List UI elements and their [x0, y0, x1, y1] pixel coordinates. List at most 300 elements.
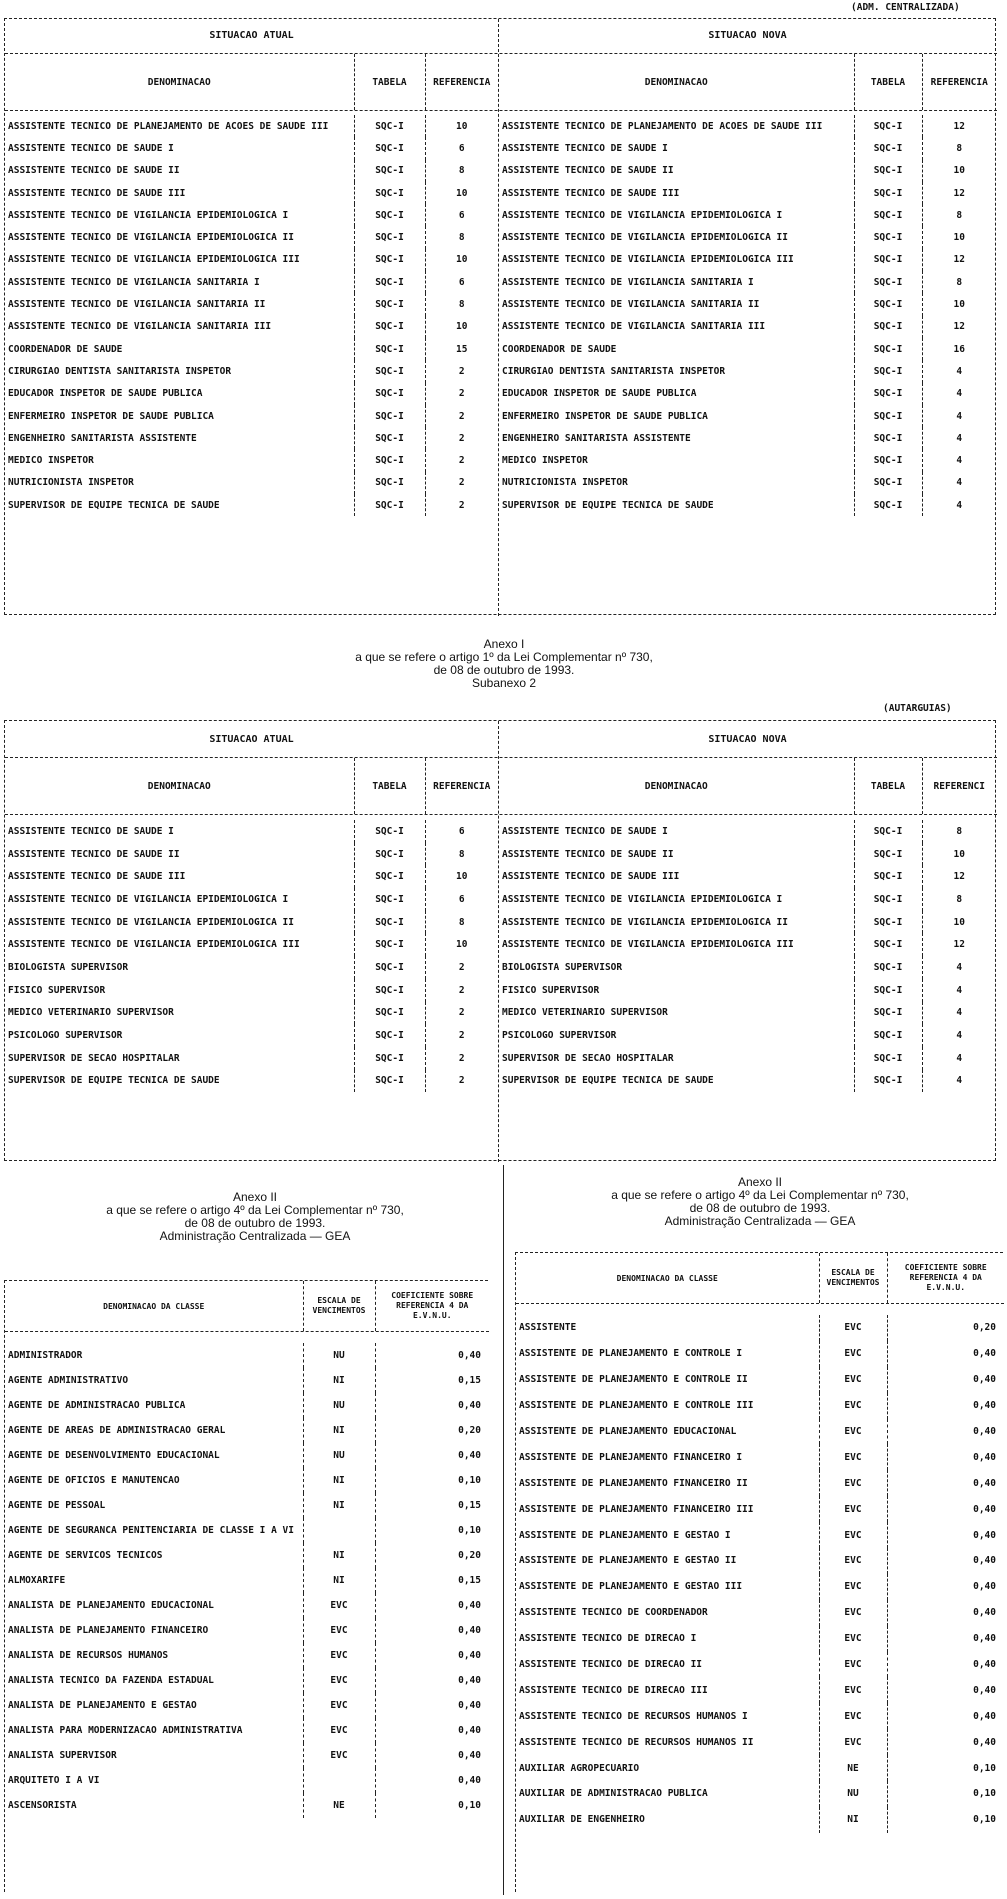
- tabela-cell: SQC-I: [854, 888, 922, 911]
- tabela-cell: SQC-I: [854, 249, 922, 271]
- valor-cell: 12: [953, 120, 965, 132]
- valor-cell: 0,10: [973, 1814, 996, 1826]
- table-row: [499, 226, 996, 248]
- tabela-cell: SQC-I: [854, 933, 922, 956]
- denominacao-cell: MEDICO INSPETOR: [499, 449, 854, 471]
- denominacao-cell: ASSISTENTE TECNICO DE COORDENADOR: [516, 1600, 819, 1626]
- header-tabela: TABELA: [854, 54, 922, 110]
- denominacao-cell: ASSISTENTE TECNICO DE DIRECAO III: [516, 1677, 819, 1703]
- header-referencia: REFERENCIA: [433, 76, 491, 88]
- table-row: [5, 1493, 489, 1518]
- tabela-cell: SQC-I: [854, 226, 922, 248]
- tabela-cell: SQC-I: [354, 204, 425, 226]
- table-row: [499, 820, 996, 843]
- column-divider: [503, 1165, 504, 1895]
- valor-cell: 8: [458, 848, 465, 860]
- table-row: [499, 249, 996, 271]
- tabela-cell: [303, 1768, 375, 1793]
- table-row: [516, 1341, 1004, 1367]
- table-row: [516, 1755, 1004, 1781]
- right-header: [499, 758, 996, 814]
- denominacao-cell: ASSISTENTE TECNICO DE PLANEJAMENTO DE ACOES DE SAUDE III: [499, 115, 854, 137]
- table-row: [5, 1518, 489, 1543]
- denominacao-cell: ASSISTENTE TECNICO DE VIGILANCIA EPIDEMIOLOGICA I: [499, 204, 854, 226]
- tabela-cell: EVC: [819, 1729, 887, 1755]
- valor-cell: 12: [953, 939, 965, 951]
- left-body: [5, 820, 498, 1092]
- caption-line: a que se refere o artigo 4º da Lei Complementar nº 730,: [106, 1203, 404, 1217]
- tabela-cell: SQC-I: [854, 405, 922, 427]
- denominacao-cell: SUPERVISOR DE EQUIPE TECNICA DE SAUDE: [5, 1070, 354, 1093]
- valor-cell: 0,40: [973, 1529, 996, 1541]
- valor-cell: 4: [956, 365, 963, 377]
- tabela-cell: EVC: [819, 1315, 887, 1341]
- denominacao-cell: ASSISTENTE DE PLANEJAMENTO E GESTAO I: [516, 1522, 819, 1548]
- valor-cell: 2: [458, 410, 465, 422]
- tabela-cell: SQC-I: [354, 115, 425, 137]
- tabela-cell: SQC-I: [854, 1070, 922, 1093]
- valor-cell: 4: [956, 388, 963, 400]
- table-row: [516, 1677, 1004, 1703]
- valor-cell: 8: [956, 142, 963, 154]
- table-row: [5, 1618, 489, 1643]
- tabela-cell: SQC-I: [854, 956, 922, 979]
- valor-cell: 15: [456, 343, 468, 355]
- denominacao-cell: ASCENSORISTA: [5, 1793, 303, 1818]
- denominacao-cell: BIOLOGISTA SUPERVISOR: [499, 956, 854, 979]
- valor-cell: 0,40: [973, 1684, 996, 1696]
- body: [5, 1343, 489, 1818]
- table-row: [5, 226, 498, 248]
- valor-cell: 0,40: [973, 1633, 996, 1645]
- table-row: [5, 820, 498, 843]
- header-referencia: REFERENCI: [933, 780, 985, 792]
- table-row: [516, 1496, 1004, 1522]
- denominacao-cell: AGENTE DE DESENVOLVIMENTO EDUCACIONAL: [5, 1443, 303, 1468]
- table-row: [516, 1548, 1004, 1574]
- denominacao-cell: ASSISTENTE TECNICO DE SAUDE I: [5, 137, 354, 159]
- tabela-cell: SQC-I: [354, 865, 425, 888]
- tabela-cell: SQC-I: [354, 956, 425, 979]
- tabela-cell: EVC: [819, 1470, 887, 1496]
- table-row: [499, 360, 996, 382]
- table-row: [5, 1047, 498, 1070]
- table-autarquias: [4, 720, 996, 1161]
- tabela-cell: NI: [819, 1807, 887, 1833]
- table-row: [5, 1568, 489, 1593]
- valor-cell: 2: [458, 365, 465, 377]
- denominacao-cell: ENGENHEIRO SANITARISTA ASSISTENTE: [499, 427, 854, 449]
- valor-cell: 6: [458, 142, 465, 154]
- caption-line: Anexo I: [483, 637, 525, 651]
- table-row: [5, 1468, 489, 1493]
- tabela-cell: EVC: [303, 1668, 375, 1693]
- table-row: [516, 1522, 1004, 1548]
- valor-cell: 2: [458, 477, 465, 489]
- tabela-cell: SQC-I: [854, 1024, 922, 1047]
- tabela-cell: NI: [303, 1493, 375, 1518]
- table-row: [5, 1643, 489, 1668]
- tabela-cell: SQC-I: [354, 226, 425, 248]
- left-header: [5, 54, 498, 110]
- denominacao-cell: ANALISTA DE PLANEJAMENTO EDUCACIONAL: [5, 1593, 303, 1618]
- table-row: [499, 865, 996, 888]
- caption-line: Administração Centralizada — GEA: [664, 1214, 856, 1228]
- valor-cell: 4: [956, 455, 963, 467]
- tabela-cell: EVC: [819, 1444, 887, 1470]
- tabela-cell: EVC: [303, 1718, 375, 1743]
- valor-cell: 0,40: [973, 1426, 996, 1437]
- table-row: [5, 204, 498, 226]
- tabela-cell: [303, 1518, 375, 1543]
- denominacao-cell: ASSISTENTE TECNICO DE VIGILANCIA SANITARIA II: [499, 293, 854, 315]
- denominacao-cell: ASSISTENTE TECNICO DE VIGILANCIA SANITARIA I: [499, 271, 854, 293]
- valor-cell: 2: [458, 1030, 465, 1042]
- denominacao-cell: AGENTE DE SERVICOS TECNICOS: [5, 1543, 303, 1568]
- tabela-cell: EVC: [303, 1693, 375, 1718]
- denominacao-cell: AUXILIAR DE ADMINISTRACAO PUBLICA: [516, 1781, 819, 1807]
- tabela-cell: NI: [303, 1468, 375, 1493]
- tabela-cell: EVC: [819, 1703, 887, 1729]
- tabela-cell: SQC-I: [354, 843, 425, 866]
- table-row: [516, 1807, 1004, 1833]
- valor-cell: 2: [458, 499, 465, 511]
- header-tabela: TABELA: [354, 54, 425, 110]
- tabela-cell: NE: [819, 1755, 887, 1781]
- valor-cell: 8: [458, 916, 465, 928]
- valor-cell: 0,40: [973, 1477, 996, 1489]
- table-row: [5, 338, 498, 360]
- table-row: [499, 271, 996, 293]
- denominacao-cell: ASSISTENTE DE PLANEJAMENTO E GESTAO II: [516, 1548, 819, 1574]
- denominacao-cell: ASSISTENTE TECNICO DE VIGILANCIA SANITARIA III: [5, 316, 354, 338]
- valor-cell: 0,20: [458, 1425, 481, 1436]
- table-row: [5, 1393, 489, 1418]
- table-row: [499, 1047, 996, 1070]
- table-row: [5, 979, 498, 1002]
- left-body: [5, 115, 498, 516]
- denominacao-cell: ANALISTA TECNICO DA FAZENDA ESTADUAL: [5, 1668, 303, 1693]
- denominacao-cell: ASSISTENTE DE PLANEJAMENTO E CONTROLE II: [516, 1367, 819, 1393]
- denominacao-cell: AGENTE DE ADMINISTRACAO PUBLICA: [5, 1393, 303, 1418]
- table-row: [5, 182, 498, 204]
- denominacao-cell: ADMINISTRADOR: [5, 1343, 303, 1368]
- valor-cell: 10: [953, 232, 965, 244]
- denominacao-cell: ASSISTENTE TECNICO DE DIRECAO II: [516, 1652, 819, 1678]
- caption-line: Anexo II: [232, 1190, 278, 1204]
- header-denominacao: DENOMINACAO: [499, 758, 854, 814]
- valor-cell: 0,40: [458, 1600, 481, 1611]
- valor-cell: 0,40: [973, 1659, 996, 1671]
- tabela-cell: SQC-I: [854, 449, 922, 471]
- denominacao-cell: ANALISTA PARA MODERNIZACAO ADMINISTRATIVA: [5, 1718, 303, 1743]
- denominacao-cell: PSICOLOGO SUPERVISOR: [499, 1024, 854, 1047]
- table-row: [5, 160, 498, 182]
- table-row: [5, 1718, 489, 1743]
- valor-cell: 10: [456, 321, 468, 333]
- header-tabela: TABELA: [854, 758, 922, 814]
- tabela-cell: SQC-I: [354, 427, 425, 449]
- tabela-cell: SQC-I: [354, 293, 425, 315]
- table-row: [516, 1729, 1004, 1755]
- table-row: [5, 1693, 489, 1718]
- table-row: [499, 979, 996, 1002]
- denominacao-cell: ASSISTENTE TECNICO DE VIGILANCIA EPIDEMIOLOGICA I: [499, 888, 854, 911]
- tabela-cell: SQC-I: [354, 405, 425, 427]
- denominacao-cell: FISICO SUPERVISOR: [499, 979, 854, 1002]
- denominacao-cell: ASSISTENTE TECNICO DE PLANEJAMENTO DE ACOES DE SAUDE III: [5, 115, 354, 137]
- valor-cell: 10: [456, 939, 468, 951]
- denominacao-cell: ASSISTENTE DE PLANEJAMENTO E GESTAO III: [516, 1574, 819, 1600]
- tabela-cell: SQC-I: [854, 1047, 922, 1070]
- valor-cell: 8: [956, 893, 963, 905]
- denominacao-cell: ASSISTENTE TECNICO DE VIGILANCIA EPIDEMIOLOGICA III: [499, 933, 854, 956]
- denominacao-cell: MEDICO INSPETOR: [5, 449, 354, 471]
- valor-cell: 0,15: [458, 1500, 481, 1511]
- table-row: [5, 1368, 489, 1393]
- tabela-cell: SQC-I: [354, 1070, 425, 1093]
- table-row: [5, 249, 498, 271]
- tabela-cell: EVC: [819, 1548, 887, 1574]
- tabela-cell: EVC: [819, 1652, 887, 1678]
- denominacao-cell: AUXILIAR DE ENGENHEIRO: [516, 1807, 819, 1833]
- denominacao-cell: ARQUITETO I A VI: [5, 1768, 303, 1793]
- left-header: [5, 758, 498, 814]
- table-row: [499, 160, 996, 182]
- tabela-cell: SQC-I: [854, 182, 922, 204]
- denominacao-cell: AGENTE DE AREAS DE ADMINISTRACAO GERAL: [5, 1418, 303, 1443]
- caption-line: Anexo II: [737, 1175, 783, 1189]
- denominacao-cell: NUTRICIONISTA INSPETOR: [499, 472, 854, 494]
- tabela-cell: EVC: [303, 1743, 375, 1768]
- tabela-cell: EVC: [819, 1626, 887, 1652]
- valor-cell: 0,40: [458, 1450, 481, 1461]
- valor-cell: 0,40: [458, 1725, 481, 1736]
- table-row: [516, 1652, 1004, 1678]
- denominacao-cell: ASSISTENTE DE PLANEJAMENTO FINANCEIRO I: [516, 1444, 819, 1470]
- denominacao-cell: ASSISTENTE TECNICO DE VIGILANCIA EPIDEMIOLOGICA II: [499, 226, 854, 248]
- table-row: [5, 933, 498, 956]
- denominacao-cell: SUPERVISOR DE SECAO HOSPITALAR: [5, 1047, 354, 1070]
- valor-cell: 2: [458, 432, 465, 444]
- table-row: [499, 888, 996, 911]
- denominacao-cell: ASSISTENTE TECNICO DE VIGILANCIA SANITARIA III: [499, 316, 854, 338]
- denominacao-cell: AUXILIAR AGROPECUARIO: [516, 1755, 819, 1781]
- table-row: [499, 338, 996, 360]
- denominacao-cell: COORDENADOR DE SAUDE: [499, 338, 854, 360]
- valor-cell: 0,40: [458, 1400, 481, 1411]
- denominacao-cell: ASSISTENTE DE PLANEJAMENTO E CONTROLE I: [516, 1341, 819, 1367]
- table-row: [5, 1768, 489, 1793]
- tabela-cell: SQC-I: [854, 204, 922, 226]
- caption-line: de 08 de outubro de 1993.: [184, 1216, 326, 1230]
- valor-cell: 2: [458, 455, 465, 467]
- table-row: [516, 1574, 1004, 1600]
- table-row: [5, 1418, 489, 1443]
- tabela-cell: EVC: [819, 1367, 887, 1393]
- tabela-cell: NI: [303, 1418, 375, 1443]
- denominacao-cell: ASSISTENTE DE PLANEJAMENTO FINANCEIRO II: [516, 1470, 819, 1496]
- denominacao-cell: EDUCADOR INSPETOR DE SAUDE PUBLICA: [499, 383, 854, 405]
- tabela-cell: EVC: [819, 1393, 887, 1419]
- denominacao-cell: ENFERMEIRO INSPETOR DE SAUDE PUBLICA: [499, 405, 854, 427]
- valor-cell: 12: [953, 321, 965, 333]
- denominacao-cell: EDUCADOR INSPETOR DE SAUDE PUBLICA: [5, 383, 354, 405]
- denominacao-cell: ASSISTENTE TECNICO DE VIGILANCIA EPIDEMIOLOGICA III: [499, 249, 854, 271]
- tabela-cell: SQC-I: [854, 427, 922, 449]
- valor-cell: 0,40: [458, 1350, 481, 1361]
- valor-cell: 0,10: [973, 1762, 996, 1774]
- table-classes-right: [515, 1252, 1003, 1892]
- denominacao-cell: SUPERVISOR DE SECAO HOSPITALAR: [499, 1047, 854, 1070]
- table-row: [516, 1703, 1004, 1729]
- valor-cell: 0,40: [973, 1348, 996, 1360]
- denominacao-cell: ASSISTENTE TECNICO DE SAUDE I: [5, 820, 354, 843]
- tabela-cell: EVC: [819, 1522, 887, 1548]
- tabela-cell: SQC-I: [354, 820, 425, 843]
- table-row: [5, 293, 498, 315]
- denominacao-cell: ASSISTENTE TECNICO DE SAUDE II: [499, 843, 854, 866]
- valor-cell: 10: [953, 299, 965, 311]
- table-row: [5, 911, 498, 934]
- table-row: [5, 865, 498, 888]
- valor-cell: 8: [956, 209, 963, 221]
- right-title: SITUACAO NOVA: [708, 734, 787, 745]
- table-row: [499, 293, 996, 315]
- tabela-cell: SQC-I: [354, 1047, 425, 1070]
- denominacao-cell: CIRURGIAO DENTISTA SANITARISTA INSPETOR: [499, 360, 854, 382]
- denominacao-cell: ASSISTENTE DE PLANEJAMENTO E CONTROLE III: [516, 1393, 819, 1419]
- table-row: [516, 1315, 1004, 1341]
- caption-line: a que se refere o artigo 4º da Lei Complementar nº 730,: [611, 1188, 909, 1202]
- tabela-cell: SQC-I: [354, 271, 425, 293]
- tabela-cell: SQC-I: [354, 316, 425, 338]
- denominacao-cell: ASSISTENTE TECNICO DE SAUDE II: [5, 160, 354, 182]
- table-row: [5, 843, 498, 866]
- denominacao-cell: ASSISTENTE TECNICO DE VIGILANCIA EPIDEMIOLOGICA II: [499, 911, 854, 934]
- valor-cell: 2: [458, 1075, 465, 1087]
- denominacao-cell: AGENTE DE OFICIOS E MANUTENCAO: [5, 1468, 303, 1493]
- right-body: [499, 115, 996, 516]
- tabela-cell: EVC: [819, 1600, 887, 1626]
- valor-cell: 0,40: [458, 1750, 481, 1761]
- table-row: [499, 449, 996, 471]
- tabela-cell: SQC-I: [854, 865, 922, 888]
- valor-cell: 0,10: [458, 1525, 481, 1536]
- tabela-cell: EVC: [303, 1618, 375, 1643]
- tabela-cell: SQC-I: [854, 160, 922, 182]
- table-row: [499, 494, 996, 516]
- valor-cell: 10: [456, 871, 468, 883]
- header-denominacao: DENOMINACAO: [5, 54, 354, 110]
- tabela-cell: SQC-I: [354, 160, 425, 182]
- left-title: SITUACAO ATUAL: [209, 30, 294, 41]
- denominacao-cell: ASSISTENTE DE PLANEJAMENTO FINANCEIRO III: [516, 1496, 819, 1522]
- table-row: [499, 1024, 996, 1047]
- valor-cell: 4: [956, 1075, 963, 1087]
- tabela-cell: SQC-I: [854, 1002, 922, 1025]
- tabela-cell: EVC: [819, 1574, 887, 1600]
- valor-cell: 2: [458, 984, 465, 996]
- tabela-cell: NU: [819, 1781, 887, 1807]
- header-escala: ESCALA DE VENCIMENTOS: [303, 1281, 375, 1331]
- table-row: [5, 494, 498, 516]
- table-row: [5, 115, 498, 137]
- tabela-cell: NI: [303, 1543, 375, 1568]
- denominacao-cell: ASSISTENTE TECNICO DE SAUDE I: [499, 820, 854, 843]
- table-row: [499, 204, 996, 226]
- valor-cell: 0,40: [973, 1736, 996, 1748]
- header: [516, 1253, 1004, 1304]
- tabela-cell: EVC: [819, 1341, 887, 1367]
- denominacao-cell: ASSISTENTE TECNICO DE SAUDE III: [499, 865, 854, 888]
- denominacao-cell: ENFERMEIRO INSPETOR DE SAUDE PUBLICA: [5, 405, 354, 427]
- tabela-cell: SQC-I: [854, 115, 922, 137]
- tabela-cell: NE: [303, 1793, 375, 1818]
- tabela-cell: SQC-I: [354, 1024, 425, 1047]
- table-row: [516, 1367, 1004, 1393]
- right-body: [499, 820, 996, 1092]
- denominacao-cell: NUTRICIONISTA INSPETOR: [5, 472, 354, 494]
- table-row: [499, 137, 996, 159]
- valor-cell: 4: [956, 432, 963, 444]
- table-row: [5, 472, 498, 494]
- tabela-cell: SQC-I: [854, 472, 922, 494]
- table-row: [5, 316, 498, 338]
- valor-cell: 0,20: [973, 1322, 996, 1334]
- tabela-cell: SQC-I: [854, 843, 922, 866]
- valor-cell: 0,40: [973, 1581, 996, 1593]
- table-row: [5, 383, 498, 405]
- table-row: [499, 933, 996, 956]
- table-row: [499, 383, 996, 405]
- valor-cell: 10: [953, 848, 965, 860]
- right-header: [499, 54, 996, 110]
- valor-cell: 0,40: [973, 1374, 996, 1386]
- valor-cell: 8: [458, 165, 465, 177]
- table-row: [5, 360, 498, 382]
- tabela-cell: EVC: [819, 1496, 887, 1522]
- valor-cell: 0,40: [458, 1625, 481, 1636]
- tabela-cell: SQC-I: [854, 360, 922, 382]
- table-row: [499, 115, 996, 137]
- table-row: [5, 137, 498, 159]
- valor-cell: 4: [956, 984, 963, 996]
- denominacao-cell: ALMOXARIFE: [5, 1568, 303, 1593]
- denominacao-cell: ASSISTENTE TECNICO DE VIGILANCIA EPIDEMIOLOGICA II: [5, 226, 354, 248]
- table-row: [5, 1070, 498, 1093]
- valor-cell: 12: [953, 187, 965, 199]
- tabela-cell: SQC-I: [354, 249, 425, 271]
- valor-cell: 0,40: [973, 1607, 996, 1619]
- denominacao-cell: SUPERVISOR DE EQUIPE TECNICA DE SAUDE: [499, 494, 854, 516]
- tabela-cell: SQC-I: [354, 911, 425, 934]
- table-row: [5, 1443, 489, 1468]
- table-row: [516, 1470, 1004, 1496]
- valor-cell: 12: [953, 254, 965, 266]
- tabela-cell: NI: [303, 1568, 375, 1593]
- valor-cell: 8: [458, 299, 465, 311]
- denominacao-cell: ENGENHEIRO SANITARISTA ASSISTENTE: [5, 427, 354, 449]
- header-referencia: REFERENCIA: [433, 780, 491, 792]
- denominacao-cell: SUPERVISOR DE EQUIPE TECNICA DE SAUDE: [499, 1070, 854, 1093]
- caption-line: a que se refere o artigo 1º da Lei Complementar nº 730,: [355, 650, 653, 664]
- table-row: [499, 316, 996, 338]
- valor-cell: 10: [456, 187, 468, 199]
- valor-cell: 4: [956, 1030, 963, 1042]
- caption-line: Subanexo 2: [471, 676, 537, 690]
- valor-cell: 10: [953, 165, 965, 177]
